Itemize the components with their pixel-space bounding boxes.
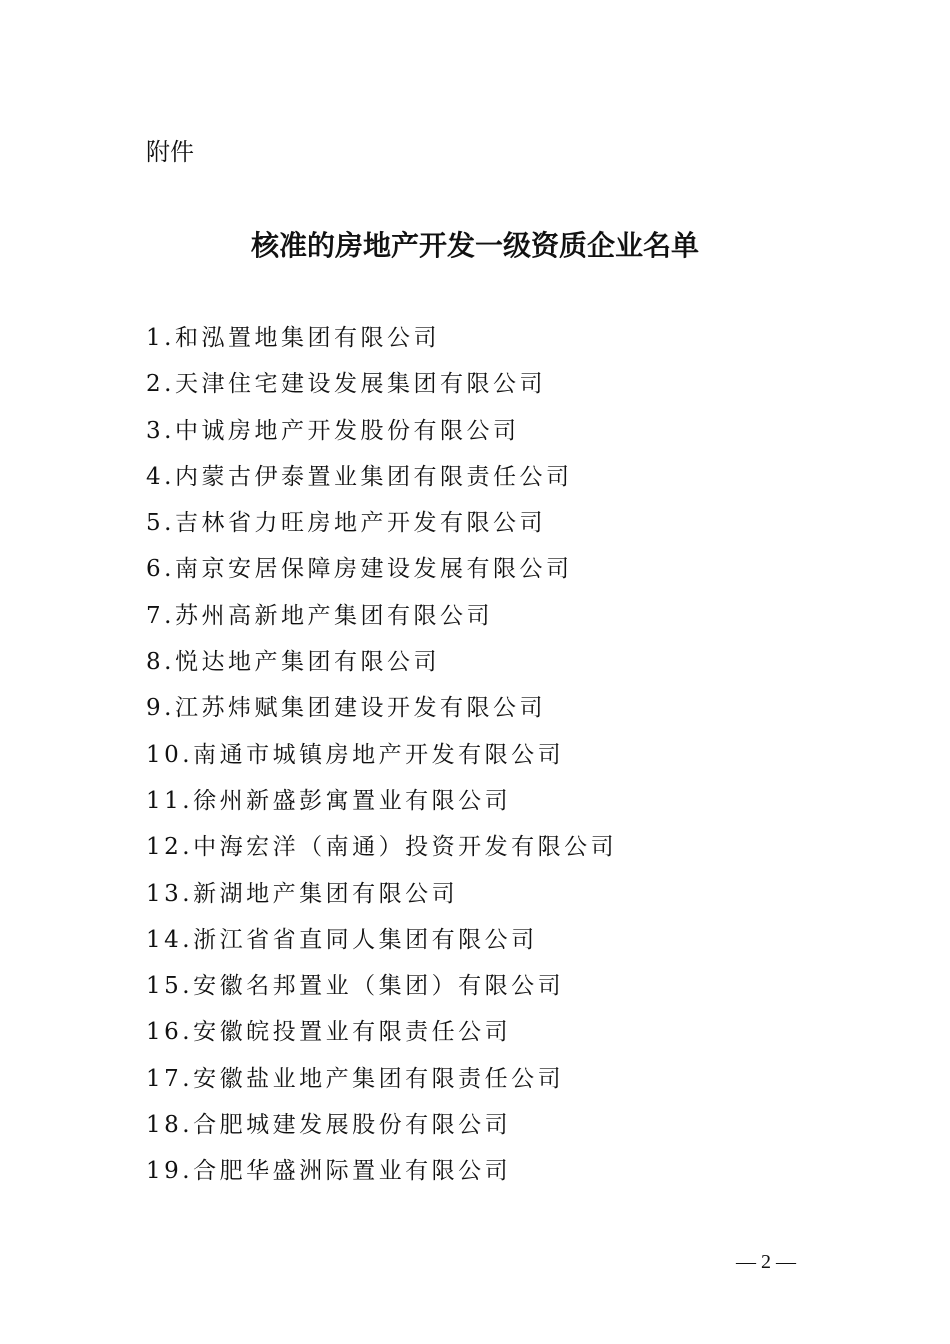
list-item: 2.天津住宅建设发展集团有限公司 bbox=[146, 371, 546, 398]
list-item: 14.浙江省省直同人集团有限公司 bbox=[146, 926, 538, 953]
company-list bbox=[146, 318, 617, 1198]
document-title: 核准的房地产开发一级资质企业名单 bbox=[250, 229, 699, 262]
list-item: 18.合肥城建发展股份有限公司 bbox=[146, 1112, 512, 1139]
list-item: 8.悦达地产集团有限公司 bbox=[146, 649, 440, 676]
list-item: 13.新湖地产集团有限公司 bbox=[146, 880, 459, 907]
list-item: 16.安徽皖投置业有限责任公司 bbox=[146, 1019, 512, 1046]
page-number: — 2 — bbox=[736, 1251, 796, 1273]
attachment-label: 附件 bbox=[146, 138, 194, 166]
list-item: 1.和泓置地集团有限公司 bbox=[146, 325, 440, 351]
list-item: 9.江苏炜赋集团建设开发有限公司 bbox=[146, 695, 546, 722]
list-item: 10.南通市城镇房地产开发有限公司 bbox=[146, 741, 565, 768]
list-item: 19.合肥华盛洲际置业有限公司 bbox=[146, 1158, 512, 1185]
list-item: 17.安徽盐业地产集团有限责任公司 bbox=[146, 1065, 565, 1092]
list-item: 3.中诚房地产开发股份有限公司 bbox=[146, 417, 520, 444]
list-item: 5.吉林省力旺房地产开发有限公司 bbox=[146, 510, 546, 537]
list-item: 15.安徽名邦置业（集团）有限公司 bbox=[146, 973, 565, 1000]
list-item: 7.苏州高新地产集团有限公司 bbox=[146, 602, 493, 629]
list-item: 6.南京安居保障房建设发展有限公司 bbox=[146, 556, 573, 583]
list-item: 4.内蒙古伊泰置业集团有限责任公司 bbox=[146, 463, 573, 490]
list-item: 12.中海宏洋（南通）投资开发有限公司 bbox=[146, 834, 618, 861]
list-item: 11.徐州新盛彭寓置业有限公司 bbox=[146, 787, 512, 814]
